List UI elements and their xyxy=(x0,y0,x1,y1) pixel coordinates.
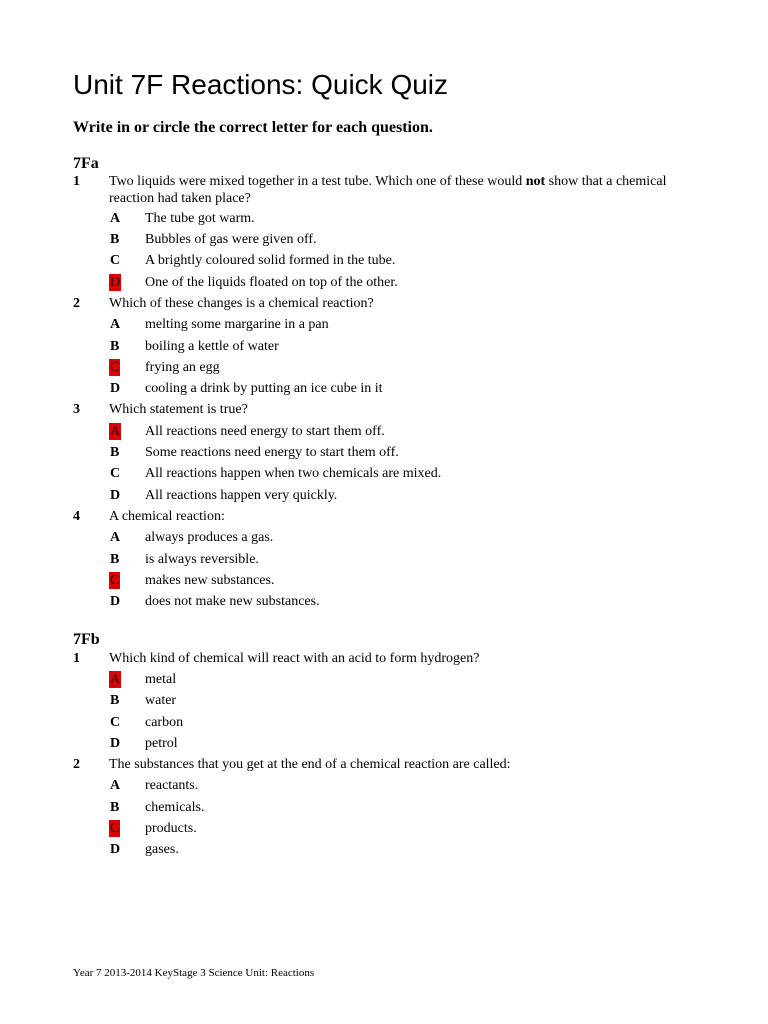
instruction-text: Write in or circle the correct letter for each question. xyxy=(73,119,433,136)
section-heading: 7Fb xyxy=(73,631,100,648)
option-c[interactable] xyxy=(0,820,768,841)
option-letter[interactable]: D xyxy=(110,275,121,290)
question-number: 1 xyxy=(73,651,80,666)
question-number: 3 xyxy=(73,402,80,417)
question-text: The substances that you get at the end of a chemical reaction are called: xyxy=(109,757,511,772)
section-heading: 7Fa xyxy=(73,155,99,172)
option-letter[interactable]: D xyxy=(110,488,121,503)
option-text: All reactions happen when two chemicals are mixed. xyxy=(145,466,442,481)
option-a[interactable] xyxy=(0,316,768,337)
option-text: gases. xyxy=(145,842,179,857)
option-b[interactable] xyxy=(0,799,768,820)
option-letter[interactable]: C xyxy=(110,573,120,588)
option-text: Bubbles of gas were given off. xyxy=(145,232,317,247)
option-text: reactants. xyxy=(145,778,199,793)
option-text: melting some margarine in a pan xyxy=(145,317,329,332)
question-text: Which of these changes is a chemical reaction? xyxy=(109,296,374,311)
option-text: chemicals. xyxy=(145,800,205,815)
option-d[interactable] xyxy=(0,735,768,756)
option-text: is always reversible. xyxy=(145,552,259,567)
option-letter[interactable]: A xyxy=(110,778,121,793)
option-letter[interactable]: B xyxy=(110,552,120,567)
option-letter[interactable]: B xyxy=(110,339,120,354)
option-text: petrol xyxy=(145,736,178,751)
option-letter[interactable]: C xyxy=(110,821,120,836)
option-text: All reactions happen very quickly. xyxy=(145,488,338,503)
option-a[interactable] xyxy=(0,671,768,692)
option-letter[interactable]: A xyxy=(110,317,121,332)
option-text: boiling a kettle of water xyxy=(145,339,279,354)
option-a[interactable] xyxy=(0,210,768,231)
option-a[interactable] xyxy=(0,423,768,444)
option-letter[interactable]: B xyxy=(110,445,120,460)
option-b[interactable] xyxy=(0,692,768,713)
question-number: 4 xyxy=(73,509,80,524)
option-d[interactable] xyxy=(0,380,768,401)
option-d[interactable] xyxy=(0,487,768,508)
option-letter[interactable]: D xyxy=(110,381,121,396)
option-text: always produces a gas. xyxy=(145,530,274,545)
option-letter[interactable]: C xyxy=(110,253,121,268)
option-d[interactable] xyxy=(0,841,768,862)
option-letter[interactable]: B xyxy=(110,693,120,708)
option-c[interactable] xyxy=(0,465,768,486)
option-text: frying an egg xyxy=(145,360,220,375)
question-number: 1 xyxy=(73,174,80,189)
option-letter[interactable]: B xyxy=(110,232,120,247)
option-d[interactable] xyxy=(0,274,768,295)
option-c[interactable] xyxy=(0,572,768,593)
option-a[interactable] xyxy=(0,529,768,550)
option-letter[interactable]: A xyxy=(110,672,121,687)
page-title: Unit 7F Reactions: Quick Quiz xyxy=(73,69,449,100)
option-d[interactable] xyxy=(0,593,768,614)
option-c[interactable] xyxy=(0,359,768,380)
page-footer: Year 7 2013-2014 KeyStage 3 Science Unit: Reactions xyxy=(73,967,315,979)
question-text: Which statement is true? xyxy=(109,402,248,417)
option-text: makes new substances. xyxy=(145,573,275,588)
option-text: cooling a drink by putting an ice cube in it xyxy=(145,381,383,396)
question-text: Two liquids were mixed together in a test tube. Which one of these would not show that a chemical reaction had taken place? xyxy=(109,174,667,206)
question-number: 2 xyxy=(73,296,80,311)
option-text: metal xyxy=(145,672,177,687)
question-text: A chemical reaction: xyxy=(109,509,225,524)
option-b[interactable] xyxy=(0,231,768,252)
option-letter[interactable]: A xyxy=(110,424,121,439)
option-text: does not make new substances. xyxy=(145,594,320,609)
option-letter[interactable]: C xyxy=(110,466,121,481)
option-letter[interactable]: D xyxy=(110,842,121,857)
question-text: Which kind of chemical will react with an acid to form hydrogen? xyxy=(109,651,480,666)
question-number: 2 xyxy=(73,757,80,772)
option-b[interactable] xyxy=(0,551,768,572)
option-c[interactable] xyxy=(0,252,768,273)
option-text: carbon xyxy=(145,715,184,730)
option-text: The tube got warm. xyxy=(145,211,255,226)
option-b[interactable] xyxy=(0,338,768,359)
option-letter[interactable]: A xyxy=(110,211,121,226)
option-b[interactable] xyxy=(0,444,768,465)
option-letter[interactable]: B xyxy=(110,800,120,815)
option-text: One of the liquids floated on top of the other. xyxy=(145,275,398,290)
option-text: Some reactions need energy to start them off. xyxy=(145,445,399,460)
emphasis-not: not xyxy=(525,174,546,189)
option-letter[interactable]: D xyxy=(110,736,121,751)
option-letter[interactable]: D xyxy=(110,594,121,609)
option-c[interactable] xyxy=(0,714,768,735)
option-text: water xyxy=(145,693,177,708)
option-text: A brightly coloured solid formed in the tube. xyxy=(145,253,396,268)
option-letter[interactable]: C xyxy=(110,360,120,375)
option-text: products. xyxy=(145,821,197,836)
option-a[interactable] xyxy=(0,777,768,798)
option-letter[interactable]: A xyxy=(110,530,121,545)
option-text: All reactions need energy to start them off. xyxy=(145,424,385,439)
option-letter[interactable]: C xyxy=(110,715,121,730)
